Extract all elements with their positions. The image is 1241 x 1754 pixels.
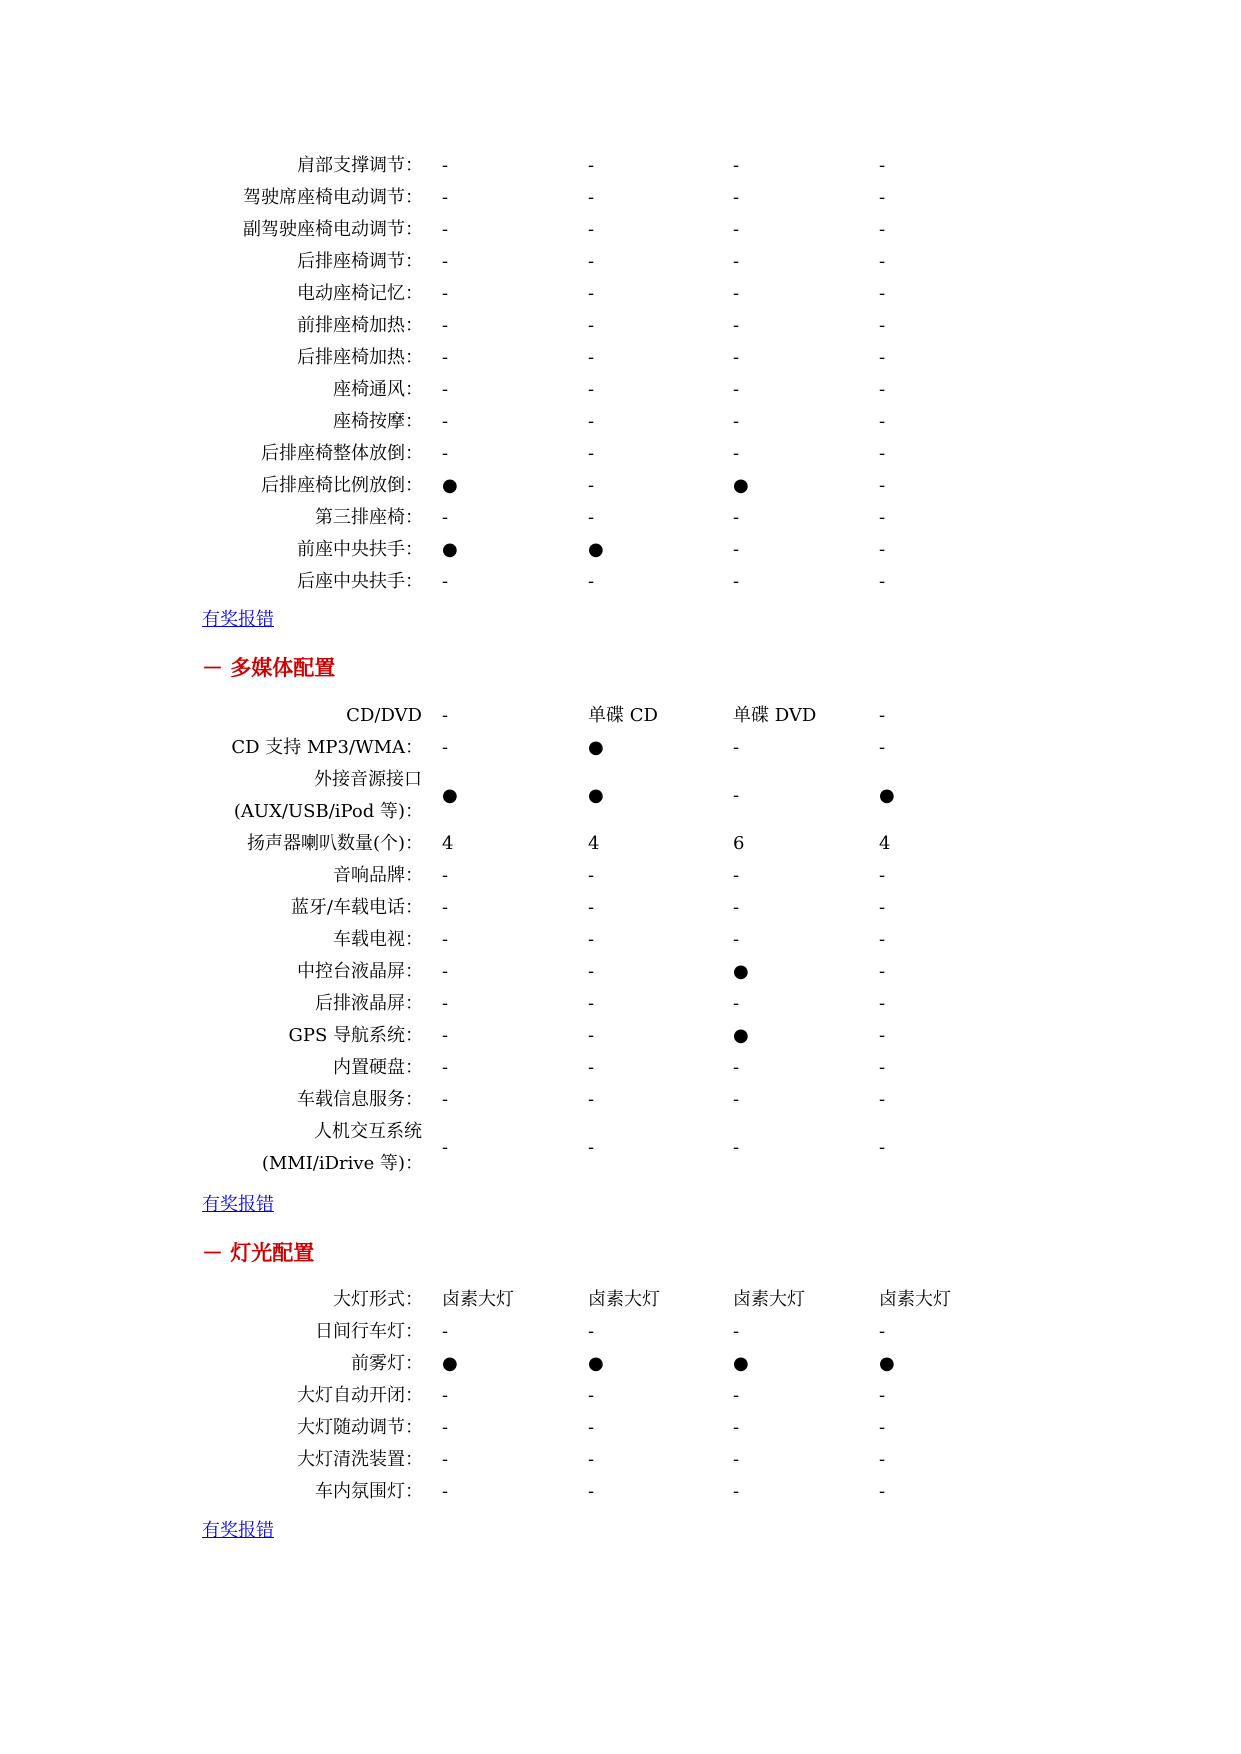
spec-value: - bbox=[733, 379, 740, 400]
spec-label: 日间行车灯： bbox=[315, 1321, 423, 1342]
spec-value: - bbox=[588, 865, 595, 886]
spec-value: - bbox=[733, 219, 740, 240]
spec-value: - bbox=[442, 1057, 449, 1078]
spec-value: - bbox=[442, 993, 449, 1014]
spec-value: ● bbox=[588, 785, 604, 806]
spec-label: 大灯随动调节： bbox=[297, 1417, 423, 1438]
spec-value: - bbox=[588, 443, 595, 464]
spec-label: 前座中央扶手： bbox=[297, 539, 423, 560]
spec-value: - bbox=[588, 411, 595, 432]
spec-value: - bbox=[879, 219, 886, 240]
spec-value: - bbox=[442, 1385, 449, 1406]
spec-value: - bbox=[733, 283, 740, 304]
spec-value: - bbox=[588, 993, 595, 1014]
spec-label: 扬声器喇叭数量(个)： bbox=[246, 833, 423, 854]
spec-value: - bbox=[588, 571, 595, 592]
spec-value: 卤素大灯 bbox=[442, 1289, 514, 1310]
spec-value: - bbox=[879, 1089, 886, 1110]
spec-value: ● bbox=[733, 475, 749, 496]
spec-label-line2: (AUX/USB/iPod 等)： bbox=[233, 801, 423, 822]
spec-label: 后座中央扶手： bbox=[297, 571, 423, 592]
spec-value: - bbox=[442, 1449, 449, 1470]
spec-value: 单碟 CD bbox=[588, 705, 658, 726]
spec-label: 大灯自动开闭： bbox=[297, 1385, 423, 1406]
spec-value: - bbox=[879, 539, 886, 560]
spec-value: - bbox=[442, 961, 449, 982]
spec-value: - bbox=[879, 897, 886, 918]
spec-value: - bbox=[588, 507, 595, 528]
spec-value: - bbox=[879, 315, 886, 336]
spec-value: - bbox=[733, 315, 740, 336]
spec-value: - bbox=[588, 475, 595, 496]
spec-value: - bbox=[879, 347, 886, 368]
spec-value: - bbox=[733, 1321, 740, 1342]
spec-value: 4 bbox=[588, 833, 600, 854]
spec-value: - bbox=[442, 1481, 449, 1502]
spec-value: - bbox=[733, 443, 740, 464]
spec-label: 驾驶席座椅电动调节： bbox=[243, 187, 423, 208]
spec-label: 音响品牌： bbox=[333, 865, 423, 886]
spec-value: - bbox=[588, 1321, 595, 1342]
spec-label: 前排座椅加热： bbox=[297, 315, 423, 336]
spec-row bbox=[0, 1116, 1241, 1180]
spec-value: - bbox=[442, 507, 449, 528]
spec-value: - bbox=[733, 737, 740, 758]
spec-value: - bbox=[588, 1449, 595, 1470]
spec-value: - bbox=[442, 897, 449, 918]
spec-value: - bbox=[733, 929, 740, 950]
spec-label: 车载电视： bbox=[333, 929, 423, 950]
spec-value: - bbox=[733, 187, 740, 208]
spec-value: - bbox=[733, 865, 740, 886]
spec-value: - bbox=[588, 1385, 595, 1406]
spec-label: 前雾灯： bbox=[351, 1353, 423, 1374]
spec-value: - bbox=[588, 1417, 595, 1438]
spec-value: - bbox=[879, 705, 886, 726]
spec-value: ● bbox=[733, 1353, 749, 1374]
spec-value: - bbox=[733, 1449, 740, 1470]
section-title-multimedia: － 多媒体配置 bbox=[202, 656, 336, 680]
spec-label: 后排液晶屏： bbox=[315, 993, 423, 1014]
spec-value: ● bbox=[733, 961, 749, 982]
spec-label: 后排座椅加热： bbox=[297, 347, 423, 368]
spec-value: - bbox=[442, 1089, 449, 1110]
spec-value: - bbox=[588, 1089, 595, 1110]
spec-value: - bbox=[442, 283, 449, 304]
spec-label: 车载信息服务： bbox=[297, 1089, 423, 1110]
spec-value: - bbox=[733, 1057, 740, 1078]
spec-value: - bbox=[733, 411, 740, 432]
spec-value: - bbox=[733, 507, 740, 528]
spec-value: - bbox=[733, 785, 740, 806]
spec-value: - bbox=[442, 251, 449, 272]
spec-value: - bbox=[733, 155, 740, 176]
spec-value: - bbox=[733, 1385, 740, 1406]
spec-label: 座椅按摩： bbox=[333, 411, 423, 432]
spec-label-line1: 外接音源接口 bbox=[314, 769, 422, 790]
spec-label: CD 支持 MP3/WMA： bbox=[231, 737, 423, 758]
spec-value: - bbox=[733, 993, 740, 1014]
spec-value: - bbox=[879, 283, 886, 304]
spec-value: - bbox=[879, 411, 886, 432]
spec-value: - bbox=[879, 1481, 886, 1502]
spec-label: 肩部支撑调节： bbox=[297, 155, 423, 176]
spec-value: - bbox=[879, 1137, 886, 1158]
spec-value: - bbox=[879, 1321, 886, 1342]
spec-label: 大灯形式： bbox=[333, 1289, 423, 1310]
spec-label-line2: (MMI/iDrive 等)： bbox=[261, 1153, 423, 1174]
spec-value: - bbox=[879, 961, 886, 982]
spec-value: 卤素大灯 bbox=[588, 1289, 660, 1310]
spec-value: - bbox=[442, 865, 449, 886]
spec-value: ● bbox=[588, 539, 604, 560]
spec-value: 卤素大灯 bbox=[733, 1289, 805, 1310]
spec-label: 后排座椅整体放倒： bbox=[261, 443, 423, 464]
spec-value: - bbox=[588, 1057, 595, 1078]
spec-value: ● bbox=[879, 1353, 895, 1374]
spec-value: - bbox=[442, 411, 449, 432]
spec-value: - bbox=[588, 187, 595, 208]
spec-value: - bbox=[442, 1321, 449, 1342]
spec-label-line1: 人机交互系统 bbox=[314, 1121, 422, 1142]
spec-value: - bbox=[733, 571, 740, 592]
spec-value: 单碟 DVD bbox=[733, 705, 817, 726]
spec-value: - bbox=[588, 1481, 595, 1502]
spec-value: ● bbox=[588, 737, 604, 758]
spec-value: - bbox=[588, 1137, 595, 1158]
spec-value: - bbox=[442, 1137, 449, 1158]
spec-value: ● bbox=[733, 1025, 749, 1046]
spec-value: - bbox=[879, 1025, 886, 1046]
report-error-link[interactable]: 有奖报错 bbox=[202, 609, 274, 630]
spec-label: 座椅通风： bbox=[333, 379, 423, 400]
spec-label: 蓝牙/车载电话： bbox=[290, 897, 423, 918]
spec-value: - bbox=[733, 897, 740, 918]
report-error-link[interactable]: 有奖报错 bbox=[202, 1520, 274, 1541]
spec-value: - bbox=[879, 251, 886, 272]
spec-value: 6 bbox=[733, 833, 745, 854]
spec-label: GPS 导航系统： bbox=[288, 1025, 423, 1046]
spec-value: - bbox=[442, 929, 449, 950]
spec-value: ● bbox=[879, 785, 895, 806]
spec-value: - bbox=[879, 1449, 886, 1470]
spec-value: - bbox=[879, 187, 886, 208]
spec-value: - bbox=[442, 443, 449, 464]
spec-value: - bbox=[588, 347, 595, 368]
spec-value: - bbox=[442, 347, 449, 368]
spec-value: - bbox=[879, 1417, 886, 1438]
spec-value: - bbox=[879, 443, 886, 464]
spec-value: - bbox=[588, 1025, 595, 1046]
spec-value: - bbox=[879, 379, 886, 400]
spec-label: 副驾驶座椅电动调节： bbox=[243, 219, 423, 240]
spec-value: - bbox=[588, 379, 595, 400]
spec-value: - bbox=[879, 929, 886, 950]
spec-value: - bbox=[442, 1417, 449, 1438]
spec-value: - bbox=[879, 737, 886, 758]
spec-value: ● bbox=[442, 475, 458, 496]
spec-value: - bbox=[588, 929, 595, 950]
spec-value: ● bbox=[442, 539, 458, 560]
spec-label: 内置硬盘： bbox=[333, 1057, 423, 1078]
spec-value: - bbox=[442, 737, 449, 758]
spec-label: 车内氛围灯： bbox=[315, 1481, 423, 1502]
spec-label: CD/DVD bbox=[346, 705, 422, 726]
spec-value: - bbox=[588, 897, 595, 918]
spec-value: - bbox=[588, 283, 595, 304]
spec-label: 电动座椅记忆： bbox=[297, 283, 423, 304]
spec-value: - bbox=[733, 347, 740, 368]
spec-value: - bbox=[733, 251, 740, 272]
spec-value: - bbox=[442, 155, 449, 176]
spec-label: 中控台液晶屏： bbox=[297, 961, 423, 982]
spec-value: - bbox=[442, 219, 449, 240]
spec-value: ● bbox=[442, 1353, 458, 1374]
spec-value: - bbox=[879, 1057, 886, 1078]
spec-label: 第三排座椅： bbox=[315, 507, 423, 528]
spec-value: - bbox=[879, 155, 886, 176]
spec-value: - bbox=[442, 315, 449, 336]
spec-value: ● bbox=[442, 785, 458, 806]
spec-value: - bbox=[442, 571, 449, 592]
spec-value: - bbox=[588, 155, 595, 176]
spec-row bbox=[0, 764, 1241, 828]
spec-value: - bbox=[733, 539, 740, 560]
spec-value: - bbox=[879, 1385, 886, 1406]
spec-value: - bbox=[879, 865, 886, 886]
spec-value: - bbox=[588, 961, 595, 982]
spec-value: - bbox=[442, 187, 449, 208]
spec-value: 卤素大灯 bbox=[879, 1289, 951, 1310]
spec-value: - bbox=[879, 475, 886, 496]
spec-value: 4 bbox=[442, 833, 454, 854]
spec-value: - bbox=[879, 993, 886, 1014]
spec-value: - bbox=[733, 1417, 740, 1438]
spec-value: - bbox=[442, 1025, 449, 1046]
report-error-link[interactable]: 有奖报错 bbox=[202, 1194, 274, 1215]
spec-value: - bbox=[588, 315, 595, 336]
section-title-lighting: － 灯光配置 bbox=[202, 1241, 315, 1265]
spec-value: - bbox=[879, 507, 886, 528]
spec-value: - bbox=[588, 251, 595, 272]
spec-value: - bbox=[442, 705, 449, 726]
spec-value: - bbox=[442, 379, 449, 400]
spec-value: - bbox=[733, 1481, 740, 1502]
spec-label: 大灯清洗装置： bbox=[297, 1449, 423, 1470]
spec-value: ● bbox=[588, 1353, 604, 1374]
spec-value: 4 bbox=[879, 833, 891, 854]
spec-label: 后排座椅比例放倒： bbox=[261, 475, 423, 496]
spec-value: - bbox=[733, 1089, 740, 1110]
spec-value: - bbox=[733, 1137, 740, 1158]
spec-label: 后排座椅调节： bbox=[297, 251, 423, 272]
spec-value: - bbox=[879, 571, 886, 592]
spec-value: - bbox=[588, 219, 595, 240]
